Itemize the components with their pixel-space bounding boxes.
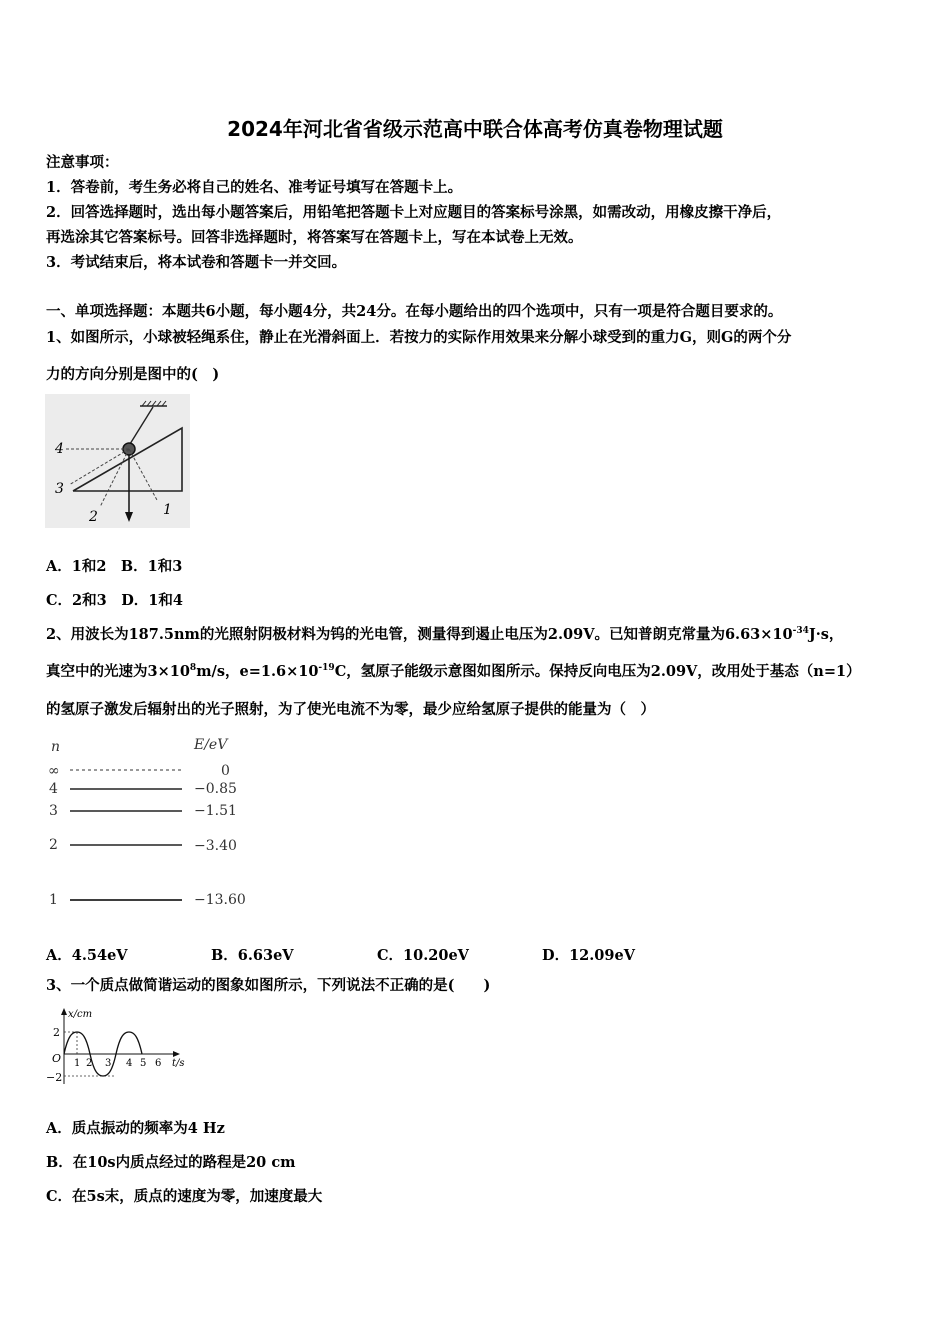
q1-options-row2: C．2和3 D．1和4	[46, 592, 183, 609]
q3-option-b: B．在10s内质点经过的路程是20 cm	[46, 1154, 296, 1171]
level-n-2: 2	[49, 837, 58, 853]
x-tick-5: 5	[140, 1058, 147, 1069]
level-e-1: −13.60	[194, 892, 246, 908]
q3-stem: 3、一个质点做简谐运动的图象如图所示，下列说法不正确的是( )	[46, 977, 491, 994]
notice-item-3: 3．考试结束后，将本试卷和答题卡一并交回。	[46, 254, 347, 271]
level-e-4: −0.85	[194, 781, 237, 797]
x-tick-4: 4	[126, 1058, 133, 1069]
q2-option-b: B．6.63eV	[211, 947, 294, 964]
x-tick-2: 2	[86, 1058, 93, 1069]
fig-label-4: 4	[55, 441, 64, 457]
fig-label-2: 2	[89, 509, 98, 525]
shm-graph	[44, 1006, 194, 1090]
q1-figure	[45, 394, 190, 528]
origin-label: O	[52, 1052, 62, 1065]
level-n-1: 1	[49, 892, 58, 908]
notice-item-2: 2．回答选择题时，选出每小题答案后，用铅笔把答题卡上对应题目的答案标号涂黑，如需改动，用橡皮擦干净后，	[46, 204, 782, 221]
n-header: n	[51, 739, 61, 755]
x-tick-3: 3	[105, 1058, 112, 1069]
page-title: 2024年河北省省级示范高中联合体高考仿真卷物理试题	[227, 117, 723, 141]
fig-label-1: 1	[163, 502, 172, 518]
e-header: E/eV	[194, 737, 228, 753]
y-axis-label: x/cm	[68, 1009, 93, 1020]
x-axis-label: t/s	[172, 1058, 185, 1069]
q1-options-row1: A．1和2 B．1和3	[46, 558, 183, 575]
fig-label-3: 3	[55, 481, 64, 497]
q2-option-a: A．4.54eV	[46, 947, 128, 964]
x-tick-1: 1	[74, 1058, 81, 1069]
level-n-4: 4	[49, 781, 58, 797]
level-e-2: −3.40	[194, 838, 237, 854]
q2-stem-line2: 真空中的光速为$3\times 10^8m/s$，$e=1.6\times 10^{-19}C$，氢原子能级示意图如图所示。保持反向电压为2.09V，改用处于基态（n=1）	[46, 663, 861, 680]
section-heading: 一、单项选择题：本题共6小题，每小题4分，共24分。在每小题给出的四个选项中，只有一项是符合题目要求的。	[46, 303, 783, 320]
q2-option-c: C．10.20eV	[377, 947, 469, 964]
q2-option-d: D．12.09eV	[542, 947, 635, 964]
level-n-3: 3	[49, 803, 58, 819]
notice-item-1: 1．答卷前，考生务必将自己的姓名、准考证号填写在答题卡上。	[46, 179, 463, 196]
notice-item-2-cont: 再选涂其它答案标号。回答非选择题时，将答案写在答题卡上，写在本试卷上无效。	[46, 229, 583, 246]
q1-stem-line1: 1、如图所示，小球被轻绳系住，静止在光滑斜面上．若按力的实际作用效果来分解小球受到的重力G，则G的两个分	[46, 329, 792, 346]
q1-stem-line2: 力的方向分别是图中的( )	[46, 366, 220, 383]
q2-stem-line3: 的氢原子激发后辐射出的光子照射，为了使光电流不为零，最少应给氢原子提供的能量为（ ）	[46, 701, 655, 718]
level-e-inf: 0	[221, 763, 230, 779]
notice-heading: 注意事项：	[46, 154, 119, 171]
q2-stem-line1: 2、用波长为187.5nm的光照射阴极材料为钨的光电管，测量得到遏止电压为2.09V。已知普朗克常量为$6.63\times 10^{-34}J\cdot s$，	[46, 626, 844, 643]
x-tick-6: 6	[155, 1058, 162, 1069]
y-tick-neg2: −2	[46, 1071, 63, 1084]
level-e-3: −1.51	[194, 803, 237, 819]
q3-option-a: A．质点振动的频率为4 Hz	[46, 1120, 225, 1137]
incline-diagram	[45, 394, 190, 528]
energy-level-diagram	[44, 733, 264, 913]
q3-option-c: C．在5s末，质点的速度为零，加速度最大	[46, 1188, 323, 1205]
y-tick-2: 2	[53, 1026, 60, 1039]
level-n-inf: ∞	[48, 763, 60, 779]
